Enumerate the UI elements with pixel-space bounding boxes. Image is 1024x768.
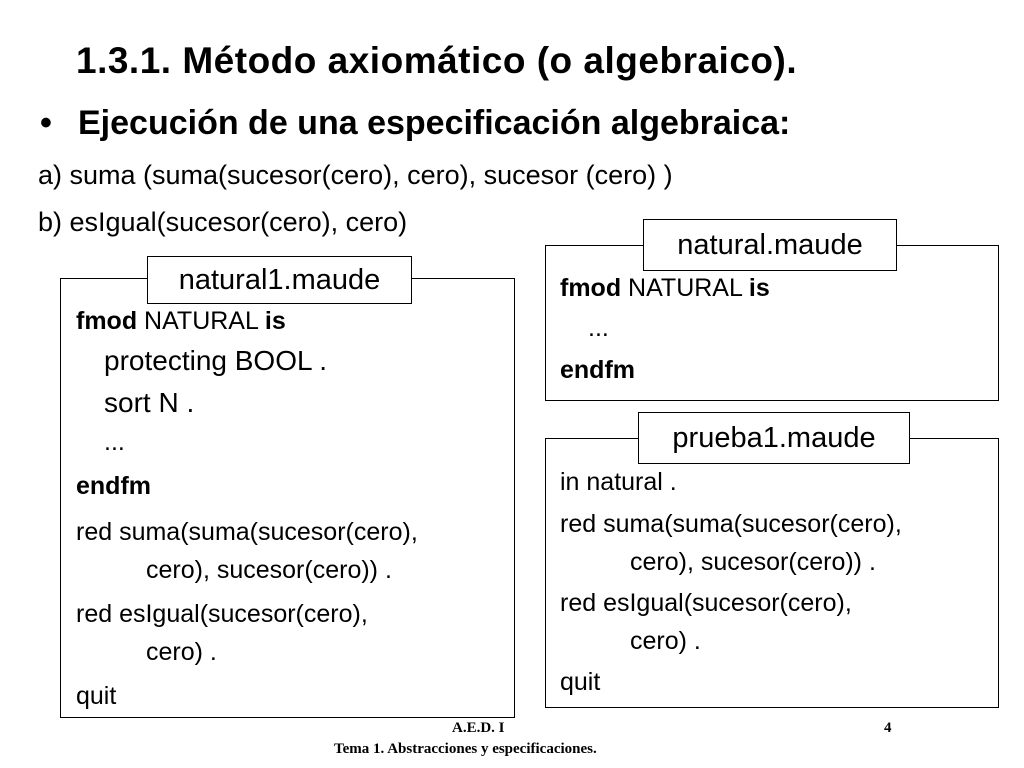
code-line: red esIgual(sucesor(cero), — [560, 589, 852, 617]
code-line: quit — [76, 682, 117, 710]
code-line: cero), sucesor(cero)) . — [146, 556, 392, 584]
code-line: red esIgual(sucesor(cero), — [76, 600, 368, 628]
code-line: in natural . — [560, 468, 677, 496]
footer-page-number: 4 — [884, 720, 892, 736]
file-tag-natural1: natural1.maude — [147, 256, 412, 304]
bullet-heading: Ejecución de una especificación algebraica: — [78, 104, 791, 142]
file-tag-natural: natural.maude — [643, 219, 897, 271]
code-line: endfm — [76, 472, 151, 500]
code-line: endfm — [560, 356, 635, 384]
code-line: ... — [104, 428, 125, 456]
footer-topic: Tema 1. Abstracciones y especificaciones. — [334, 741, 597, 757]
code-line: cero) . — [630, 627, 701, 655]
code-line: red suma(suma(sucesor(cero), — [560, 510, 902, 538]
slide-title: 1.3.1. Método axiomático (o algebraico). — [76, 40, 798, 81]
code-line: quit — [560, 668, 601, 696]
code-line: protecting BOOL . — [104, 345, 328, 376]
code-line: cero), sucesor(cero)) . — [630, 548, 876, 576]
code-line: fmod NATURAL is — [560, 274, 770, 302]
item-b: b) esIgual(sucesor(cero), cero) — [38, 207, 408, 237]
code-line: cero) . — [146, 638, 217, 666]
item-a: a) suma (suma(sucesor(cero), cero), sucesor (cero) ) — [38, 160, 673, 190]
code-line: fmod NATURAL is — [76, 307, 286, 335]
code-line: red suma(suma(sucesor(cero), — [76, 518, 418, 546]
file-tag-prueba1: prueba1.maude — [638, 412, 910, 464]
bullet-icon: • — [40, 104, 52, 142]
code-line: sort N . — [104, 387, 195, 418]
footer-course: A.E.D. I — [452, 720, 505, 736]
code-line: ... — [588, 314, 609, 342]
